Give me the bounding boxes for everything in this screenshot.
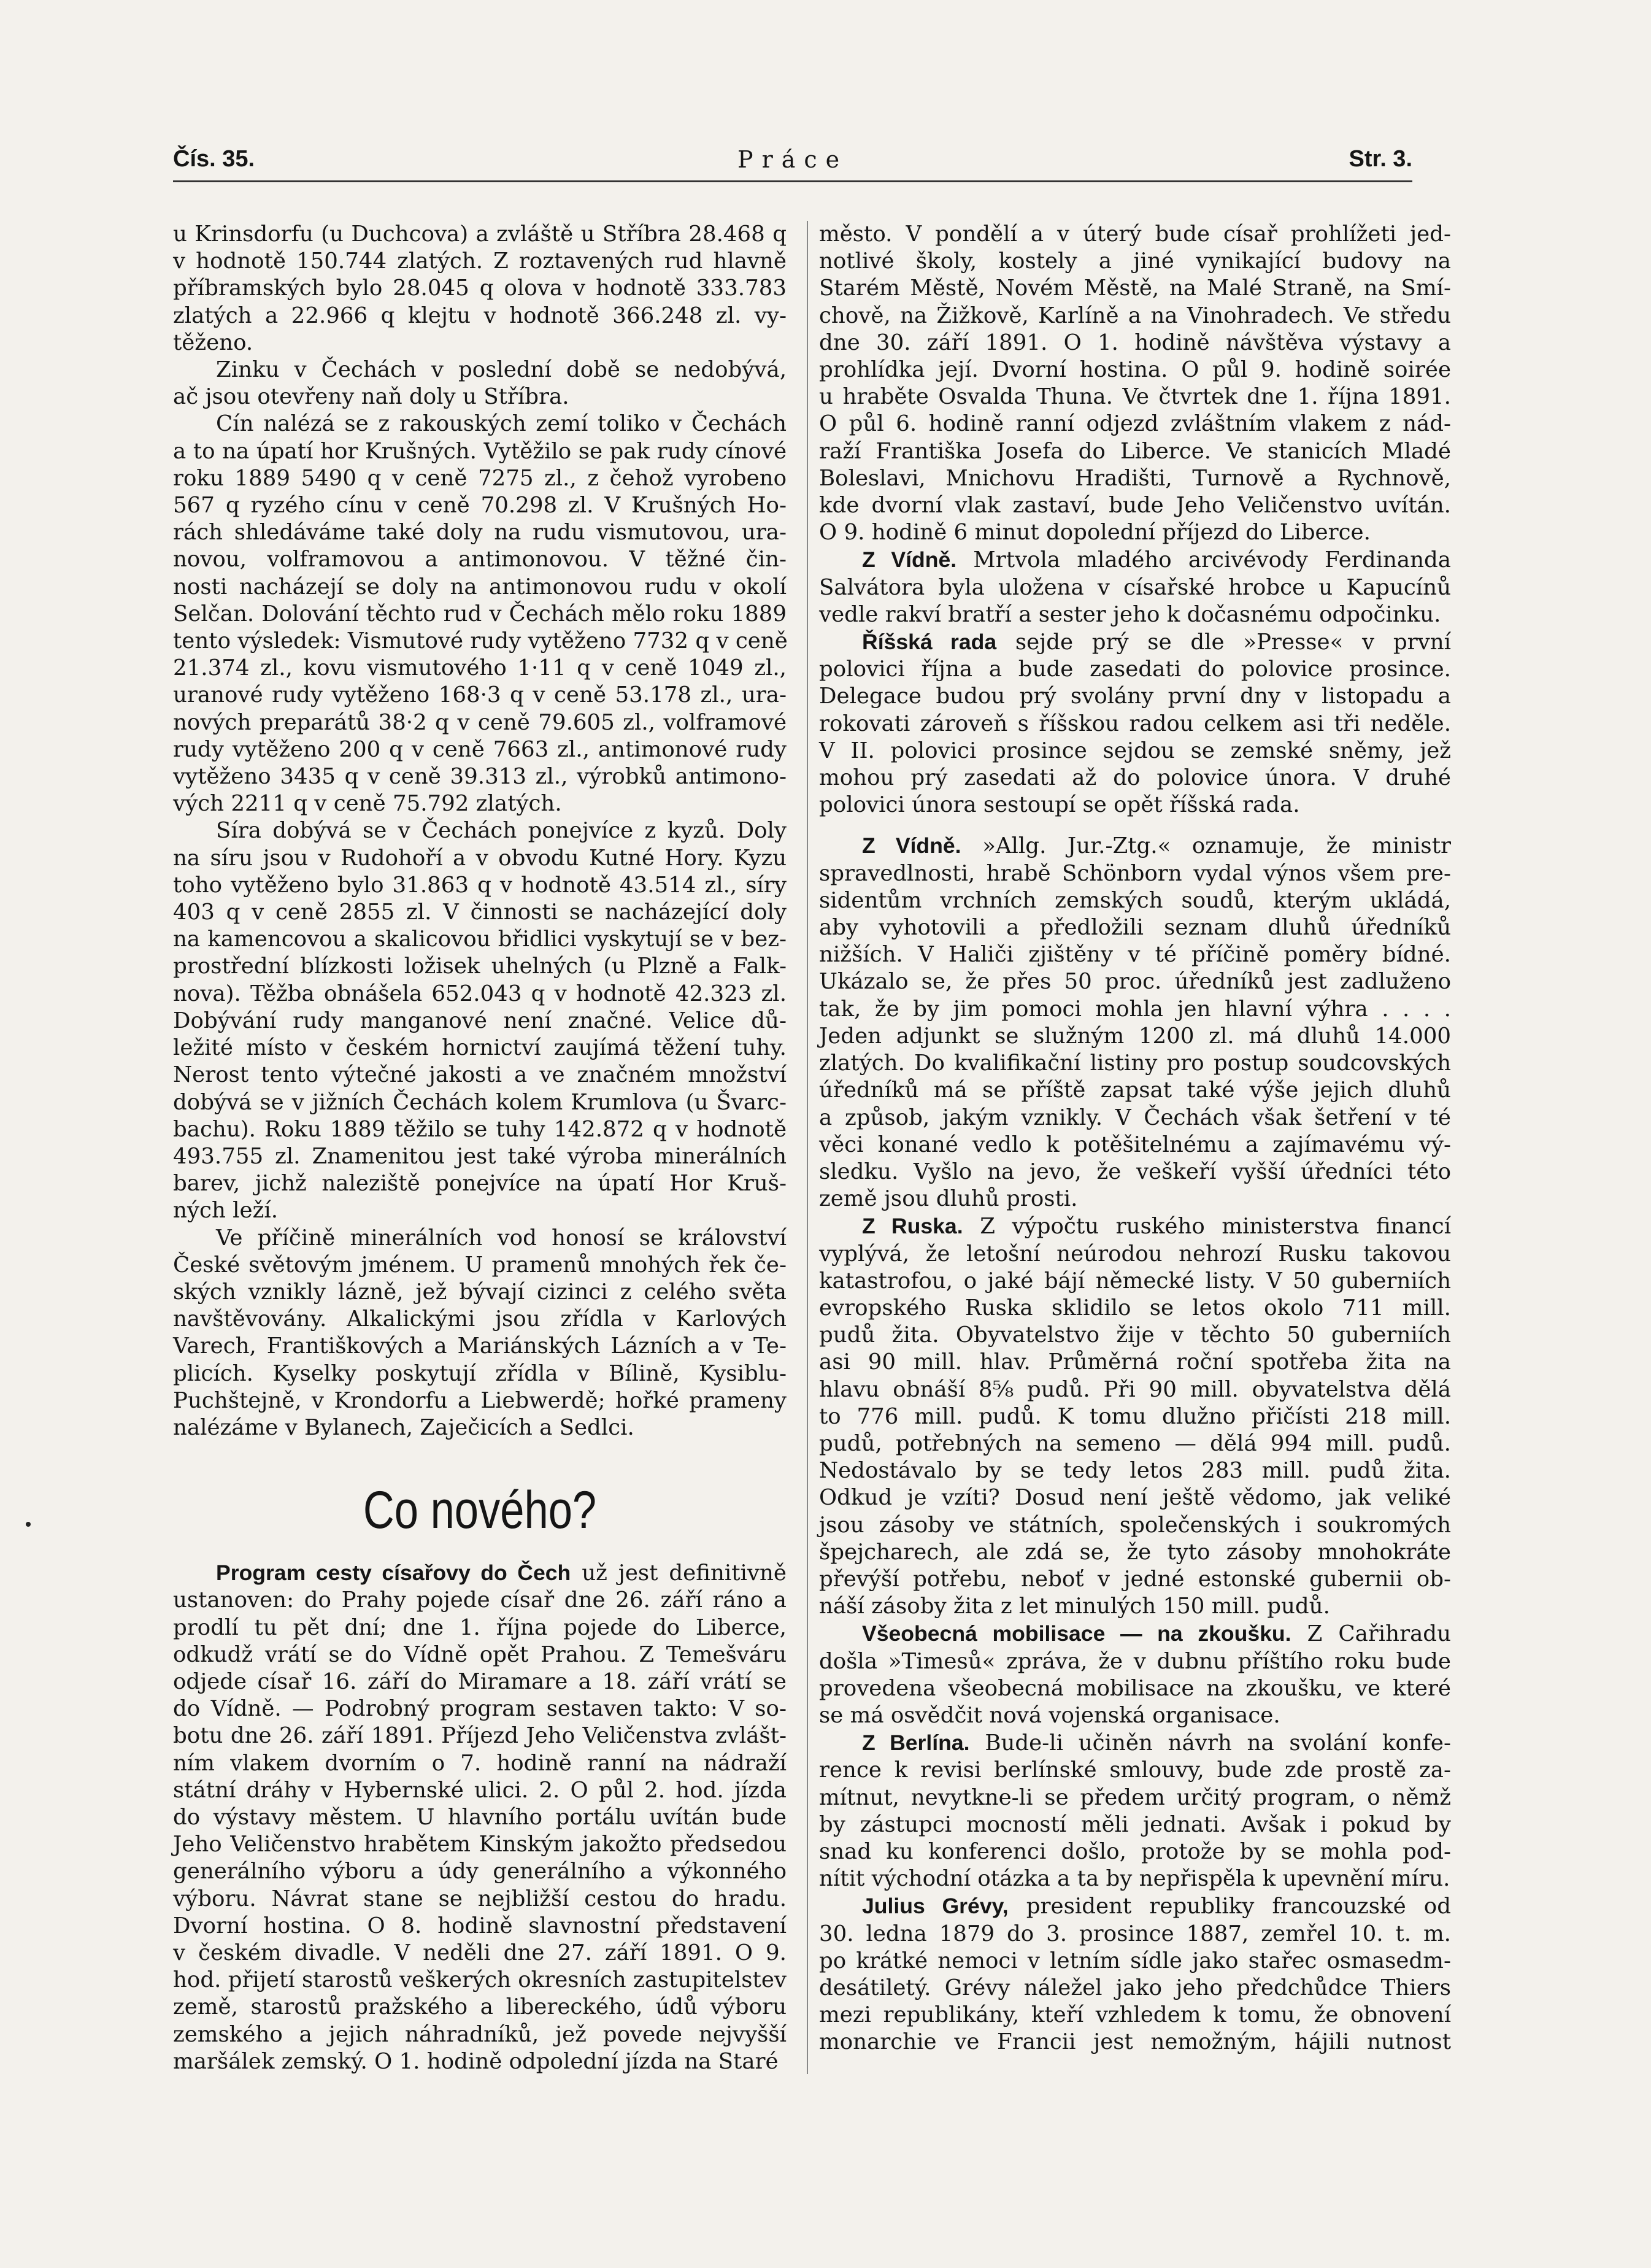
text-line: hlavu obnáší 8⅝ pudů. Při 90 mill. obyvatelstva dělá (819, 1376, 1451, 1402)
program-first-text: už jest definitivně (571, 1560, 787, 1586)
paragraph-emperor-program (173, 1559, 787, 2075)
text-line: 21.374 zl., kovu vismutového 1·11 q v ceně 1049 zl., (173, 655, 787, 681)
right-column (819, 221, 1451, 2056)
text-line: na síru jsou v Rudohoří a v obvodu Kutné Hory. Kyzu (173, 845, 787, 871)
grevy-lead: Julius Grévy, (862, 1894, 1009, 1919)
text-line: toho vytěženo bylo 31.863 q v hodnotě 43.514 zl., síry (173, 872, 787, 898)
text-line: Starém Městě, Novém Městě, na Malé Straně, na Smí- (819, 276, 1451, 301)
text-line: úředníků má se příště zapsat také výše jejich dluhů (819, 1078, 1451, 1103)
text-line: polovici října a bude zasedati do polovice prosince. (819, 657, 1451, 682)
text-line: Cín nalézá se z rakouských zemí toliko v Čechách (216, 411, 787, 437)
text-line: plicích. Kyselky poskytují zřídla v Bílině, Kysiblu- (173, 1360, 787, 1386)
paragraph-mineral-waters (173, 1225, 787, 1442)
text-line: mezi republikány, kteří vzhledem k tomu, že obnovení (819, 2002, 1451, 2028)
text-line: chově, na Žižkově, Karlíně a na Vinohradech. Ve středu (819, 303, 1451, 328)
text-line: na kamencovou a skalicovou břidlici vyskytují se v bez- (173, 927, 787, 952)
text-line: O 9. hodině 6 minut dopolední příjezd do Liberce. (819, 520, 1371, 546)
text-line: země, starostů pražského a libereckého, údů výboru (173, 1994, 787, 2020)
paragraph-imperial-council (819, 628, 1451, 819)
vienna1-lead: Z Vídně. (862, 547, 957, 573)
vienna1-first-text: Mrtvola mladého arcivévody Ferdinanda (956, 547, 1451, 573)
text-line: generálního výboru a údy generálního a výkonného (173, 1859, 787, 1884)
text-line: Selčan. Dolování těchto rud v Čechách mělo roku 1889 (173, 601, 787, 627)
text-line: a způsob, jakým vznikly. V Čechách však šetření v té (819, 1105, 1451, 1130)
text-line: botu dne 26. září 1891. Příjezd Jeho Veličenstva zvlášt- (173, 1723, 787, 1749)
text-line: prostřední blízkosti ložisek uhelných (u Plzně a Falk- (173, 954, 787, 979)
page-header (173, 142, 1412, 182)
text-line: státní dráhy v Hybernské ulici. 2. O půl 2. hod. jízda (173, 1777, 787, 1803)
text-line: bachu). Roku 1889 těžilo se tuhy 142.872 q v hodnotě (173, 1116, 787, 1142)
text-line: Síra dobývá se v Čechách ponejvíce z kyzů. Doly (216, 818, 787, 844)
vienna2-first-text: »Allg. Jur.-Ztg.« oznamuje, že ministr (961, 833, 1451, 859)
text-line: 567 q ryzého cínu v ceně 70.298 zl. V Krušných Ho- (173, 493, 787, 519)
mobil-first-text: Z Cařihradu (1291, 1621, 1452, 1647)
text-line: nítit východní otázka a ta by nepřispěla k upevnění míru. (819, 1866, 1450, 1892)
berlin-body (819, 1757, 1451, 1892)
text-line: prohlídka její. Dvorní hostina. O půl 9. hodině soirée (819, 357, 1451, 383)
text-line: uranové rudy vytěženo 168·3 q v ceně 53.178 zl., ura- (173, 682, 787, 708)
text-line: těženo. (173, 330, 253, 355)
text-line: katastrofou, o jaké bájí německé listy. V 50 guberniích (819, 1268, 1451, 1294)
text-line: Ukázalo se, že přes 50 proc. úředníků jest zadluženo (819, 969, 1451, 995)
text-line: zlatých. Do kvalifikační listiny pro postup soudcovských (819, 1051, 1451, 1076)
section-headline: Co nového? (363, 1481, 597, 1540)
russia-first-text: Z výpočtu ruského ministerstva financí (963, 1214, 1451, 1240)
text-line: do Vídně. — Podrobný program sestaven takto: V so- (173, 1696, 787, 1722)
program-first-line (173, 1559, 787, 1587)
text-line: se má osvědčit nová vojenská organisace. (819, 1702, 1280, 1728)
rada-body (819, 656, 1451, 819)
text-line: výboru. Návrat stane se nejbližší cestou do hradu. (173, 1886, 787, 1911)
text-line: maršálek zemský. O 1. hodině odpolední jízda na Staré (173, 2048, 779, 2074)
text-line: polovici února sestoupí se opět říšská rada. (819, 792, 1300, 818)
rada-first-line (819, 628, 1451, 656)
text-line: věci konané vedlo k potěšitelnému a zajímavému vý- (819, 1132, 1451, 1157)
text-line: Puchštejně, v Krondorfu a Liebwerdě; hořké prameny (173, 1387, 787, 1413)
berlin-first-text: Bude-li učiněn návrh na svolání konfe- (969, 1730, 1451, 1756)
grevy-first-line (819, 1892, 1451, 1920)
text-line: Nerost tento výtečné jakosti a ve značném množství (173, 1062, 787, 1088)
ink-speck (26, 1522, 31, 1527)
text-line: provedena všeobecná mobilisace na zkoušku, ve které (819, 1675, 1451, 1701)
text-line: ač jsou otevřeny naň doly u Stříbra. (173, 384, 569, 410)
program-body (173, 1587, 787, 2075)
vienna2-lead: Z Vídně. (862, 833, 961, 858)
text-line: evropského Ruska sklidilo se letos okolo 711 mill. (819, 1295, 1451, 1321)
text-line: tak, že by jim pomoci mohla jen hlavní výhra . . . . (819, 996, 1451, 1022)
text-line: dne 30. září 1891. O 1. hodině návštěva výstavy a (819, 330, 1451, 355)
mobil-body (819, 1648, 1451, 1730)
text-line: špejcharech, ale zdá se, že tyto zásoby mnohokráte (819, 1539, 1451, 1565)
text-line: snad ku konferenci došlo, protože by se mohla pod- (819, 1838, 1451, 1864)
text-line: jsou zásoby ve státních, společenských i soukromých (819, 1512, 1451, 1538)
text-line: hod. přijetí starostů veškerých okresních zastupitelstev (173, 1967, 787, 1993)
text-line: zlatých a 22.966 q klejtu v hodnotě 366.248 zl. vy- (173, 303, 787, 328)
text-line: novou, volframovou a antimonovou. V těžné čin- (173, 547, 787, 573)
grevy-body (819, 1921, 1451, 2056)
text-line: navštěvovány. Alkalickými jsou zřídla v Karlových (173, 1306, 787, 1332)
text-line: České světovým jménem. U pramenů mnohých řek če- (173, 1252, 787, 1278)
text-line: odkudž vrátí se do Vídně opět Prahou. Z Temešváru (173, 1641, 787, 1667)
text-line: rách shledáváme také doly na rudu vismutovou, ura- (173, 520, 787, 546)
text-line: Odkud je vzíti? Dosud není ještě vědomo, jak veliké (819, 1485, 1451, 1511)
spacer (819, 819, 1451, 832)
text-line: sidentům vrchních zemských soudů, kterým ukládá, (819, 887, 1451, 913)
text-line: kde dvorní vlak zastaví, bude Jeho Veličenstvo uvítán. (819, 493, 1451, 519)
text-line: Varech, Františkových a Mariánských Lázních a v Te- (173, 1333, 787, 1359)
text-line: odjede císař 16. září do Miramare a 18. září vrátí se (173, 1668, 787, 1694)
text-line: aby vyhotovili a předložili seznam dluhů úředníků (819, 915, 1451, 941)
text-line: příbramských bylo 28.045 q olova v hodnotě 333.783 (173, 276, 787, 301)
text-line: nižších. V Haliči zjištěny v té příčině poměry bídné. (819, 942, 1451, 968)
russia-first-line (819, 1213, 1451, 1240)
russia-body (819, 1241, 1451, 1621)
text-line: desátiletý. Grévy náležel jako jeho předchůdce Thiers (819, 1975, 1451, 2000)
rada-first-text: sejde prý se dle »Presse« v první (996, 630, 1452, 655)
vienna2-body (819, 860, 1451, 1213)
text-line: u hraběte Osvalda Thuna. Ve čtvrtek dne 1. října 1891. (819, 384, 1451, 410)
vienna2-first-line (819, 832, 1451, 860)
program-lead: Program cesty císařovy do Čech (216, 1560, 571, 1586)
paragraph-berlin (819, 1729, 1451, 1892)
column-divider (807, 221, 808, 2074)
text-line: náší zásoby žita z let minulých 150 mill. pudů. (819, 1594, 1330, 1619)
paragraph-vienna-archduke (819, 546, 1451, 628)
text-line: došla »Timesů« zpráva, že v dubnu příštího roku bude (819, 1648, 1451, 1674)
newspaper-title: Práce (737, 146, 849, 173)
text-line: dobývá se v jižních Čechách kolem Krumlova (u Švarc- (173, 1089, 787, 1115)
paragraph-zinc (173, 357, 787, 411)
mobil-first-line (819, 1620, 1451, 1648)
text-line: Salvátora byla uložena v císařské hrobce u Kapucínů (819, 574, 1451, 600)
text-line: spravedlnosti, hrabě Schönborn vydal výnos všem pre- (819, 860, 1451, 886)
text-line: po krátké nemoci v letním sídle jako stařec osmasedm- (819, 1948, 1451, 1973)
text-line: zemského a jejich náhradníků, jež povede nejvyšší (173, 2021, 787, 2047)
text-line: nova). Těžba obnášela 652.043 q v hodnotě 42.323 zl. (173, 981, 787, 1006)
text-line: tento výsledek: Vismutové rudy vytěženo 7732 q v ceně (173, 628, 788, 654)
text-line: Dobývání rudy manganové není značné. Velice dů- (173, 1008, 787, 1033)
text-line: a to na úpatí hor Krušných. Vytěžilo se pak rudy cínové (173, 438, 787, 464)
paragraph-sulphur (173, 817, 787, 1224)
text-line: mohou prý zasedati až do polovice února. V druhé (819, 765, 1451, 791)
text-line: O půl 6. hodině ranní odjezd zvláštním vlakem z nád- (819, 411, 1451, 437)
rada-lead: Říšská rada (862, 630, 997, 655)
vienna1-first-line (819, 546, 1451, 574)
text-line: barev, jichž naleziště ponejvíce na úpatí Hor Kruš- (173, 1171, 787, 1197)
text-line: vých 2211 q v ceně 75.792 zlatých. (173, 791, 562, 817)
grevy-first-text: president republiky francouzské od (1008, 1894, 1451, 1919)
text-line: notlivé školy, kostely a jiné vynikající budovy na (819, 249, 1451, 274)
text-line: ustanoven: do Prahy pojede císař dne 26. září ráno a (173, 1587, 787, 1613)
text-line: převýší potřebu, neboť v jedné estonské gubernii ob- (819, 1566, 1451, 1592)
text-line: pudů žita. Obyvatelstvo žije v těchto 50 guberniích (819, 1322, 1451, 1348)
text-line: ských vznikly lázně, jež bývají cizinci z celého světa (173, 1279, 787, 1305)
text-line: mítnut, nevytkne-li se předem určitý program, o němž (819, 1784, 1451, 1810)
text-line: raží Františka Josefa do Liberce. Ve stanicích Mladé (819, 438, 1451, 464)
text-line: Zinku v Čechách v poslední době se nedobývá, (216, 357, 787, 383)
text-line: nových preparátů 38·2 q v ceně 79.605 zl., volframové (173, 709, 787, 735)
text-line: v hodnotě 150.744 zlatých. Z roztavených rud hlavně (173, 249, 787, 274)
russia-lead: Z Ruska. (862, 1214, 963, 1239)
mobil-lead: Všeobecná mobilisace — na zkoušku. (862, 1621, 1291, 1646)
text-line: 493.755 zl. Znamenitou jest také výroba minerálních (173, 1143, 787, 1169)
text-line: nosti nacházejí se doly na antimonovou rudu v okolí (173, 574, 787, 600)
text-line: rokovati zároveň s říšskou radou celkem asi tři neděle. (819, 711, 1451, 736)
text-line: asi 90 mill. hlav. Průměrná roční spotřeba žita na (819, 1349, 1451, 1375)
text-line: pudů, potřebných na semeno — dělá 994 mill. pudů. (819, 1430, 1451, 1456)
text-line: Dvorní hostina. O 8. hodině slavnostní představení (173, 1913, 787, 1938)
paragraph-russia (819, 1213, 1451, 1620)
issue-number: Čís. 35. (173, 146, 255, 172)
text-line: 403 q v ceně 2855 zl. V činnosti se nacházející doly (173, 900, 787, 925)
berlin-first-line (819, 1729, 1451, 1757)
text-line: ných leží. (173, 1198, 279, 1224)
vienna1-body (819, 574, 1451, 628)
paragraph-vienna-officials (819, 832, 1451, 1213)
text-line: V II. polovici prosince sejdou se zemské sněmy, jež (819, 738, 1451, 763)
text-line: monarchie ve Francii jest nemožným, hájili nutnost (819, 2029, 1451, 2055)
text-line: ním vlakem dvorním o 7. hodině ranní na nádraží (173, 1750, 787, 1776)
text-line: Ve příčině minerálních vod honosí se království (216, 1225, 787, 1251)
text-line: město. V pondělí a v úterý bude císař prohlížeti jed- (819, 222, 1451, 247)
paragraph-tin (173, 411, 787, 817)
text-line: nalézáme v Bylanech, Zaječicích a Sedlci. (173, 1414, 634, 1440)
text-line: Nedostávalo by se tedy letos 283 mill. pudů žita. (819, 1458, 1451, 1484)
text-line: Jeden adjunkt se služným 1200 zl. má dluhů 14.000 (819, 1023, 1451, 1049)
paragraph-lead-ore (173, 221, 787, 357)
text-line: 30. ledna 1879 do 3. prosince 1887, zemřel 10. t. m. (819, 1921, 1451, 1946)
text-line: v českém divadle. V neděli dne 27. září 1891. O 9. (173, 1940, 787, 1965)
text-line: u Krinsdorfu (u Duchcova) a zvláště u Stříbra 28.468 q (173, 222, 787, 247)
text-line: Jeho Veličenstvo hrabětem Kinským jakožto předsedou (173, 1832, 787, 1857)
text-line: země jsou dluhů prosti. (819, 1186, 1078, 1212)
text-line: vyplývá, že letošní neúrodou nehrozí Rusku takovou (819, 1241, 1451, 1267)
text-line: rence k revisi berlínské smlouvy, bude zde prostě za- (819, 1757, 1451, 1783)
text-line: ležité místo v českém hornictví zaujímá těžení tuhy. (173, 1035, 787, 1061)
paragraph-program-continued (819, 221, 1451, 546)
paragraph-mobilisation (819, 1620, 1451, 1729)
text-line: rudy vytěženo 200 q v ceně 7663 zl., antimonové rudy (173, 736, 787, 762)
text-line: roku 1889 5490 q v ceně 7275 zl., z čehož vyrobeno (173, 465, 787, 491)
text-line: vedle rakví bratří a sester jeho k dočasnému odpočinku. (819, 601, 1441, 627)
text-line: sledku. Vyšlo na jevo, že veškeří vyšší úředníci této (819, 1159, 1451, 1184)
text-line: by zástupci mocností měli jednati. Avšak i pokud by (819, 1811, 1451, 1837)
text-line: to 776 mill. pudů. K tomu dlužno přičísti 218 mill. (819, 1403, 1451, 1429)
left-column (173, 221, 787, 2075)
text-line: vytěženo 3435 q v ceně 39.313 zl., výrobků antimono- (173, 764, 787, 790)
page-number: Str. 3. (1349, 146, 1412, 172)
text-line: do výstavy městem. U hlavního portálu uvítán bude (173, 1804, 787, 1830)
text-line: prodlí tu pět dní; dne 1. října pojede do Liberce, (173, 1614, 787, 1640)
text-line: Delegace budou prý svolány první dny v listopadu a (819, 684, 1451, 709)
text-line: Boleslavi, Mnichovu Hradišti, Turnově a Rychnově, (819, 465, 1451, 491)
paragraph-grevy (819, 1892, 1451, 2056)
berlin-lead: Z Berlína. (862, 1730, 970, 1756)
